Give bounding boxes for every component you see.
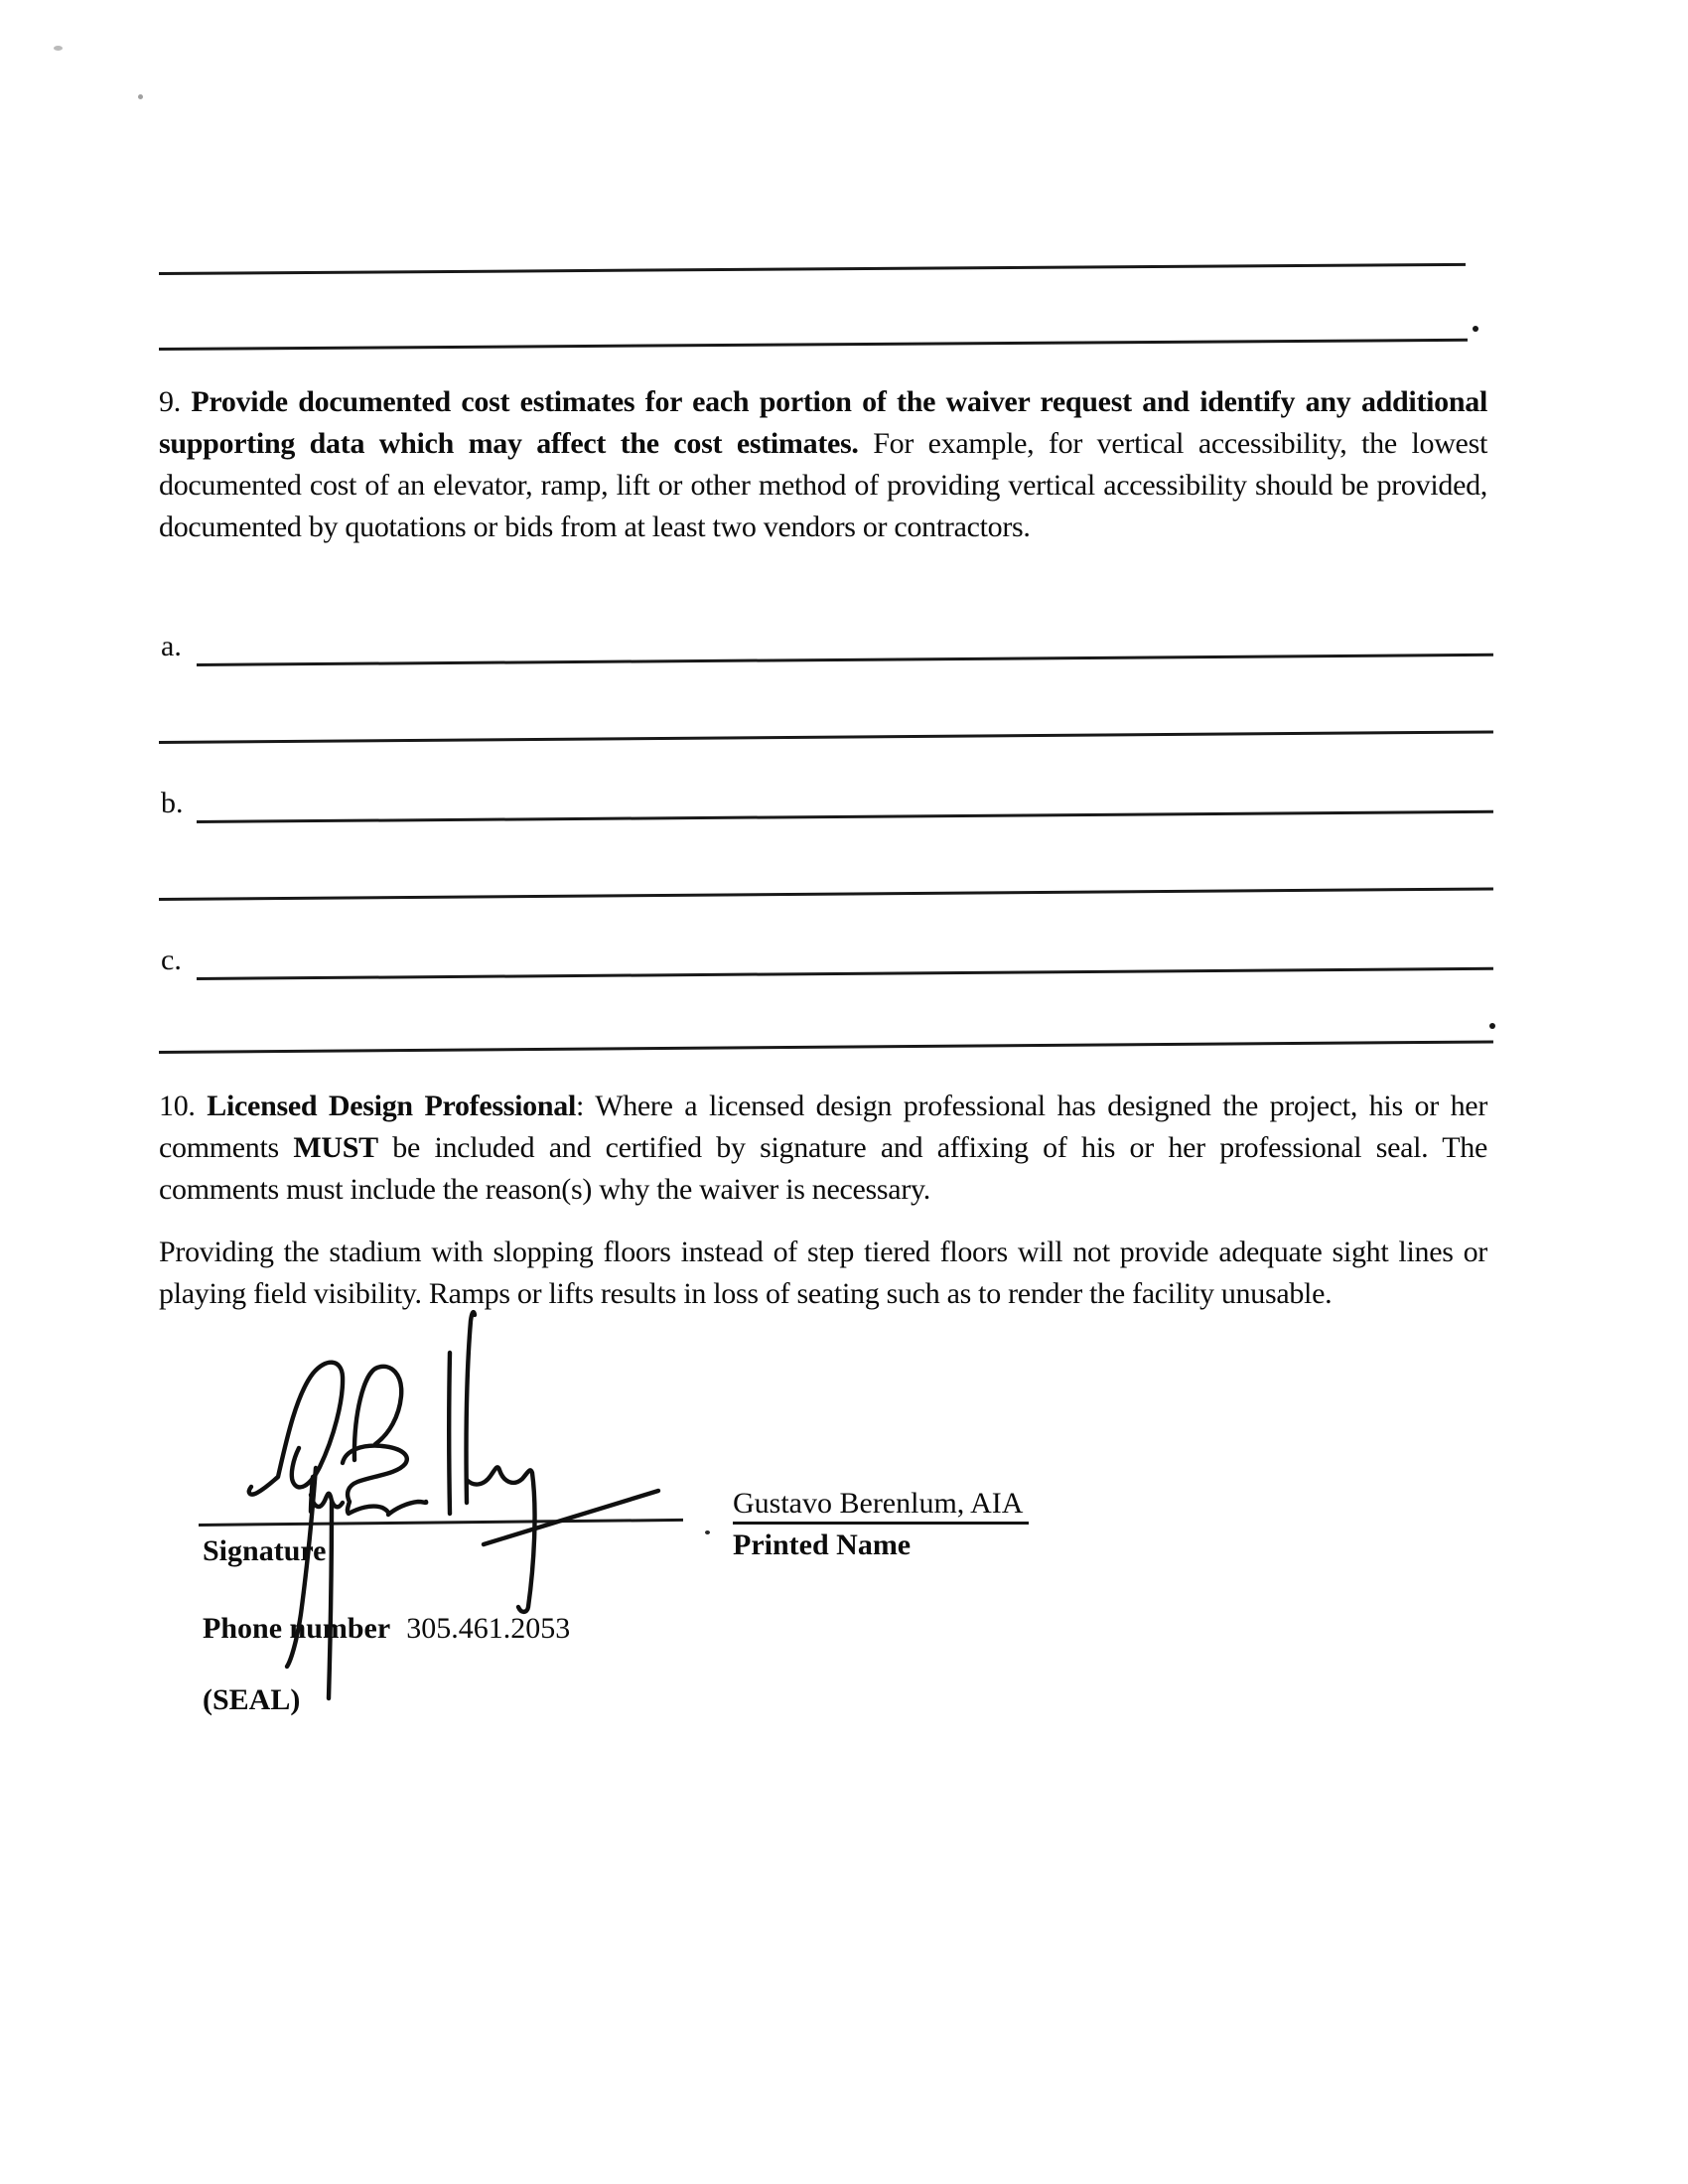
list-label-a: a. <box>161 630 182 662</box>
printed-name-value <box>733 1486 1029 1522</box>
item-10-bold-text: Licensed Design Professional <box>207 1090 576 1122</box>
answer-line-a-continued <box>159 730 1493 744</box>
signature-stroke-slash <box>484 1491 658 1544</box>
item-9-number: 9. <box>159 385 192 418</box>
list-label-b: b. <box>161 787 184 819</box>
item-10-emphasis: MUST <box>293 1131 378 1164</box>
phone-number-label: Phone number <box>203 1612 391 1645</box>
period-mark <box>1473 326 1478 332</box>
signature-stroke-descender-2 <box>329 1502 332 1698</box>
answer-line-a <box>197 654 1493 666</box>
item-9-paragraph <box>159 381 1487 548</box>
printed-name-label: Printed Name <box>733 1529 912 1561</box>
list-label-c: c. <box>161 944 182 976</box>
item-10-number: 10. <box>159 1090 208 1122</box>
item-10-regular-text-1: Where a licensed design professional has designed the project, his or her comments <box>159 1090 1488 1164</box>
stray-mark <box>705 1530 710 1534</box>
phone-number-value: 305.461.2053 <box>406 1612 571 1645</box>
answer-line-b <box>197 810 1493 823</box>
handwritten-signature <box>179 1251 695 1748</box>
blank-answer-line <box>159 263 1466 275</box>
scan-artifact-speck <box>54 46 63 51</box>
answer-line-c <box>197 967 1493 980</box>
period-mark <box>1489 1023 1495 1029</box>
signature-stroke-vertical-1 <box>449 1353 450 1514</box>
printed-name-text: Gustavo Berenlum, AIA <box>733 1487 1029 1525</box>
answer-line-c-continued <box>159 1040 1493 1054</box>
item-10-paragraph <box>159 1086 1487 1211</box>
answer-line-b-continued <box>159 887 1493 901</box>
scan-artifact-speck <box>138 94 143 99</box>
blank-answer-line <box>159 339 1468 351</box>
item-9-bold-text: Provide documented cost estimates for each portion of the waiver request and identify any additional supporting data which may affect the cost estimates. <box>159 385 1487 460</box>
signature-stroke-vertical-2 <box>466 1312 475 1503</box>
design-professional-statement: Providing the stadium with slopping floors instead of step tiered floors will not provide adequate sight lines or playing field visibility. Ramps or lifts results in loss of seating such as to render the facility unusable. <box>159 1236 1487 1310</box>
item-9-regular-text: For example, for vertical accessibility, the lowest documented cost of an elevator, ramp, lift or other method of providing vertical accessibility should be provided, documented by quotations or bids from at least two vendors or contractors. <box>159 427 1487 543</box>
signature-stroke-hook-loop <box>249 1363 343 1495</box>
seal-label: (SEAL) <box>203 1683 301 1716</box>
item-10-regular-text-2: be included and certified by signature and affixing of his or her professional seal. The comments must include the reason(s) why the waiver is necessary. <box>159 1131 1487 1206</box>
signature-label: Signature <box>203 1534 327 1567</box>
item-10-separator: : <box>576 1090 596 1122</box>
